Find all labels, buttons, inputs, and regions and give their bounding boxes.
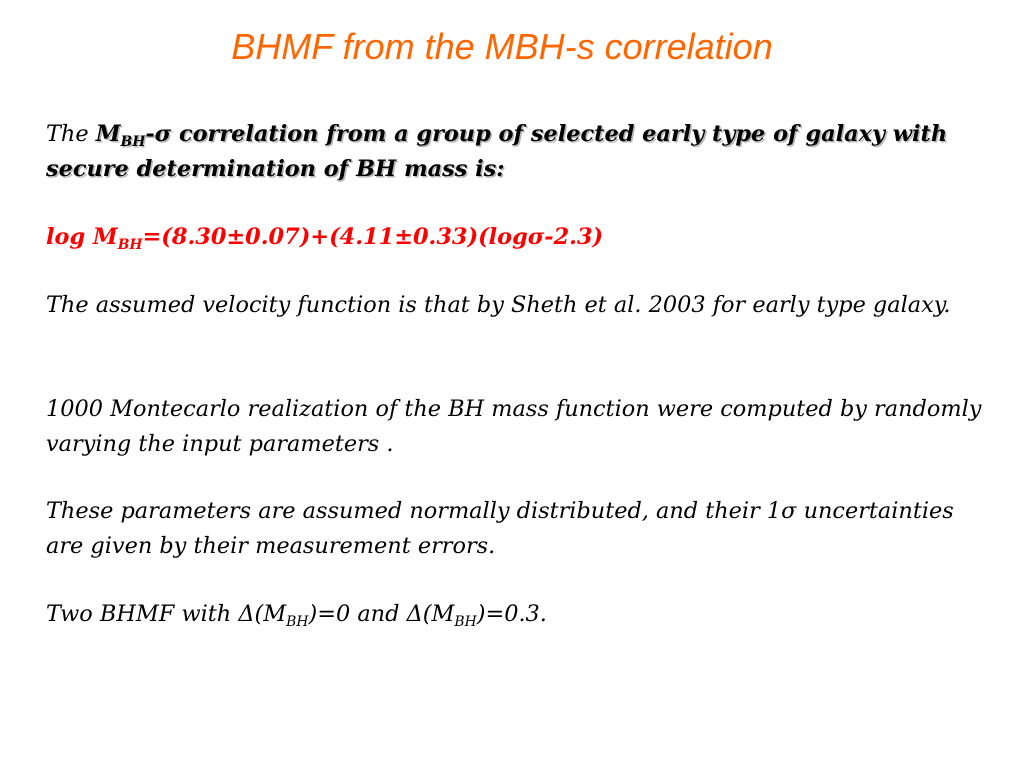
slide-title: BHMF from the MBH-s correlation: [231, 26, 773, 67]
variants-d: (M: [422, 601, 455, 627]
parameters-text-b: uncertainties are given by their measurement errors.: [46, 498, 954, 559]
equation-subscript: BH: [117, 236, 143, 253]
equation-log: log M: [46, 224, 118, 250]
variants-e: )=0.3.: [476, 601, 547, 627]
mass-subscript: BH: [120, 133, 146, 150]
equation-part-b: -2.3): [544, 224, 604, 250]
bhmf-variants-text: [46, 597, 991, 632]
velocity-function-text: The assumed velocity function is that by Sheth et al. 2003 for early type galaxy.: [46, 292, 951, 318]
variants-subscript-2: BH: [454, 613, 477, 630]
intro-lead: The: [46, 121, 96, 147]
intro-emphasis: [46, 121, 947, 182]
sigma-symbol: σ: [154, 121, 172, 147]
delta-symbol-1: Δ: [238, 601, 255, 627]
delta-symbol-2: Δ: [406, 601, 423, 627]
mass-symbol: M: [95, 121, 121, 147]
dash: -: [145, 121, 155, 147]
equation-sigma: σ: [527, 224, 545, 250]
parameters-text: [46, 494, 991, 564]
correlation-intro: [46, 117, 991, 187]
variants-c: )=0 and: [308, 601, 407, 627]
variants-a: Two BHMF with: [46, 601, 239, 627]
variants-b: (M: [254, 601, 287, 627]
equation-part-a: =(8.30±0.07)+(4.11±0.33)(log: [142, 224, 528, 250]
variants-subscript-1: BH: [286, 613, 309, 630]
parameters-text-a: These parameters are assumed normally distributed, and their 1: [46, 498, 782, 524]
montecarlo-text: 1000 Montecarlo realization of the BH mass function were computed by randomly varying the input parameters .: [46, 396, 982, 457]
intro-rest: correlation from a group of selected early type of galaxy with secure determination of BH mass is:: [46, 121, 948, 182]
correlation-equation: [46, 220, 991, 255]
parameters-sigma: σ: [781, 498, 797, 524]
